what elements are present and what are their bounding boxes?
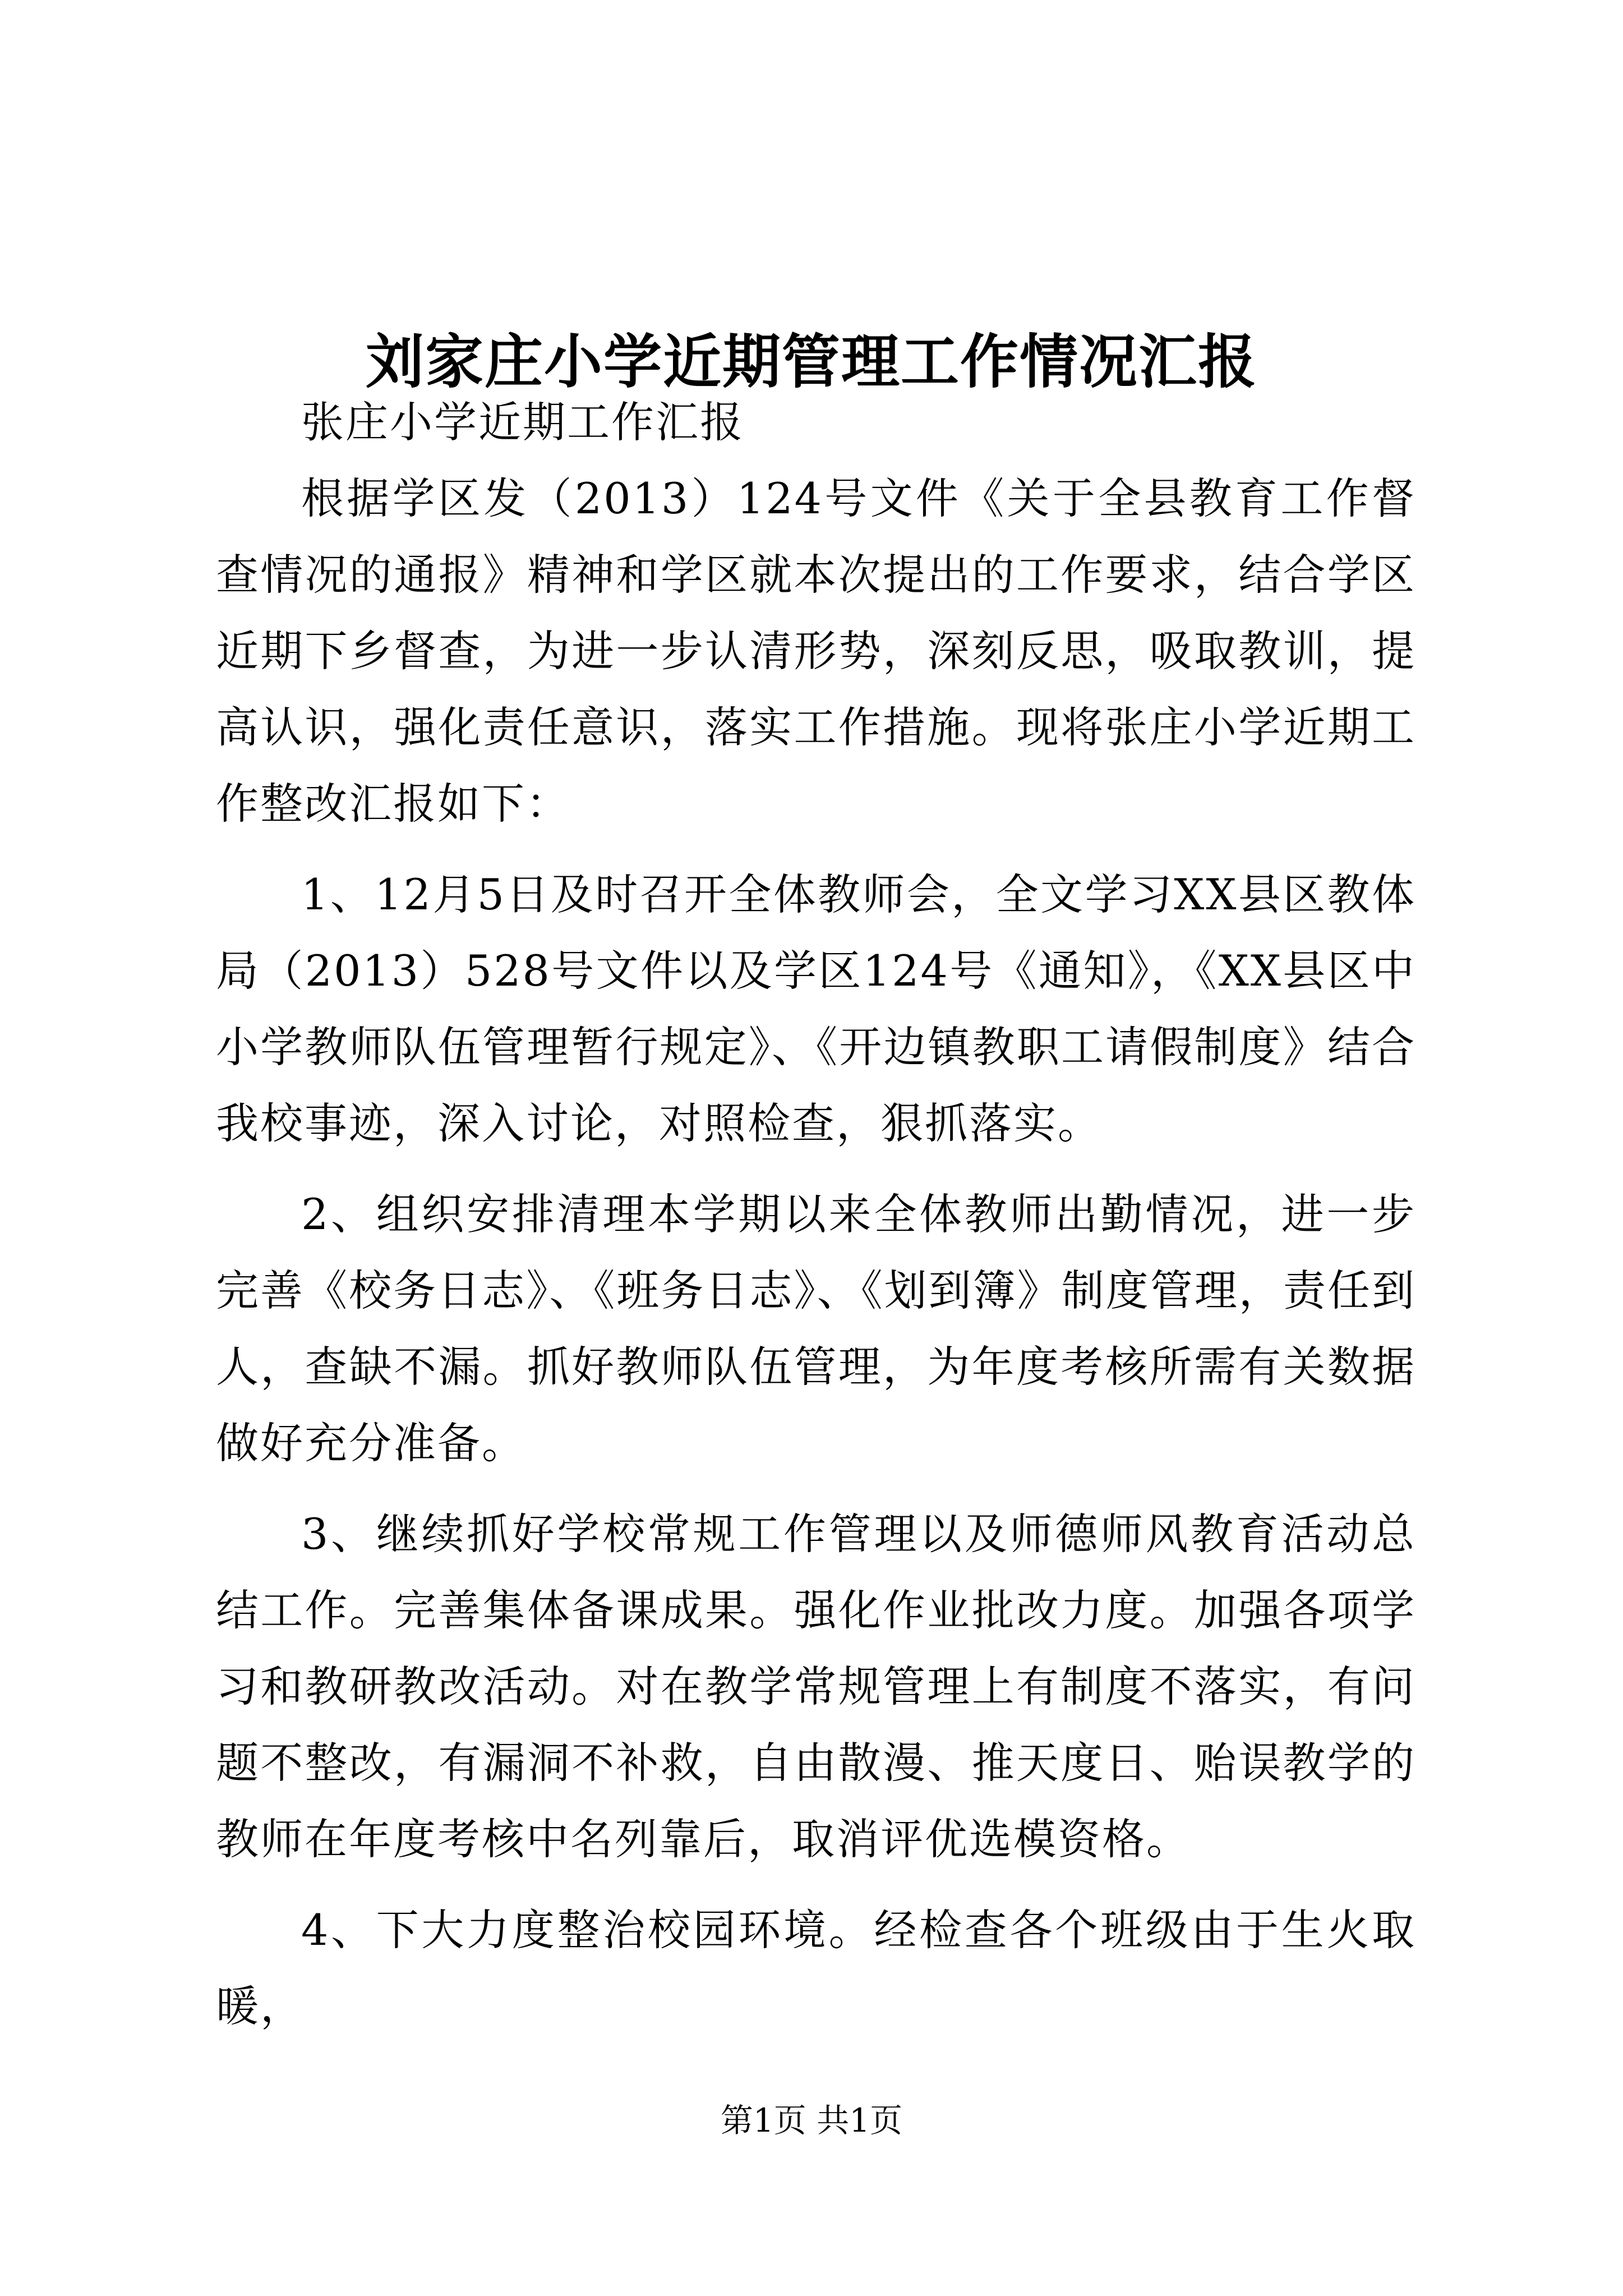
paragraph-item-3: 3、继续抓好学校常规工作管理以及师德师风教育活动总结工作。完善集体备课成果。强化作业批改力度。加强各项学习和教研教改活动。对在教学常规管理上有制度不落实，有问题不整改，有漏洞不补救，自由散漫、推天度日、贻误教学的教师在年度考核中名列靠后，取消评优选模资格。	[216, 1509, 1416, 1864]
paragraph-intro: 根据学区发（2013）124号文件《关于全县教育工作督查情况的通报》精神和学区就本次提出的工作要求，结合学区近期下乡督查，为进一步认清形势，深刻反思，吸取教训，提高认识，强化责任意识，落实工作措施。现将张庄小学近期工作整改汇报如下：	[216, 473, 1416, 829]
page-footer: 第1页 共1页	[720, 2101, 903, 2139]
paragraph-subtitle: 张庄小学近期工作汇报	[301, 397, 744, 447]
paragraph-item-2: 2、组织安排清理本学期以来全体教师出勤情况，进一步完善《校务日志》、《班务日志》、《划到簿》制度管理，责任到人，查缺不漏。抓好教师队伍管理，为年度考核所需有关数据做好充分准备。	[216, 1189, 1416, 1468]
paragraph-item-1: 1、12月5日及时召开全体教师会，全文学习XX县区教体局（2013）528号文件以及学区124号《通知》，《XX县区中小学教师队伍管理暂行规定》、《开边镇教职工请假制度》结合我校事迹，深入讨论，对照检查，狠抓落实。	[216, 869, 1416, 1148]
document-title: 刘家庄小学近期管理工作情况汇报	[365, 326, 1257, 396]
document-body	[216, 384, 1416, 2045]
paragraph-item-4: 4、下大力度整治校园环境。经检查各个班级由于生火取暖，	[216, 1905, 1416, 2031]
